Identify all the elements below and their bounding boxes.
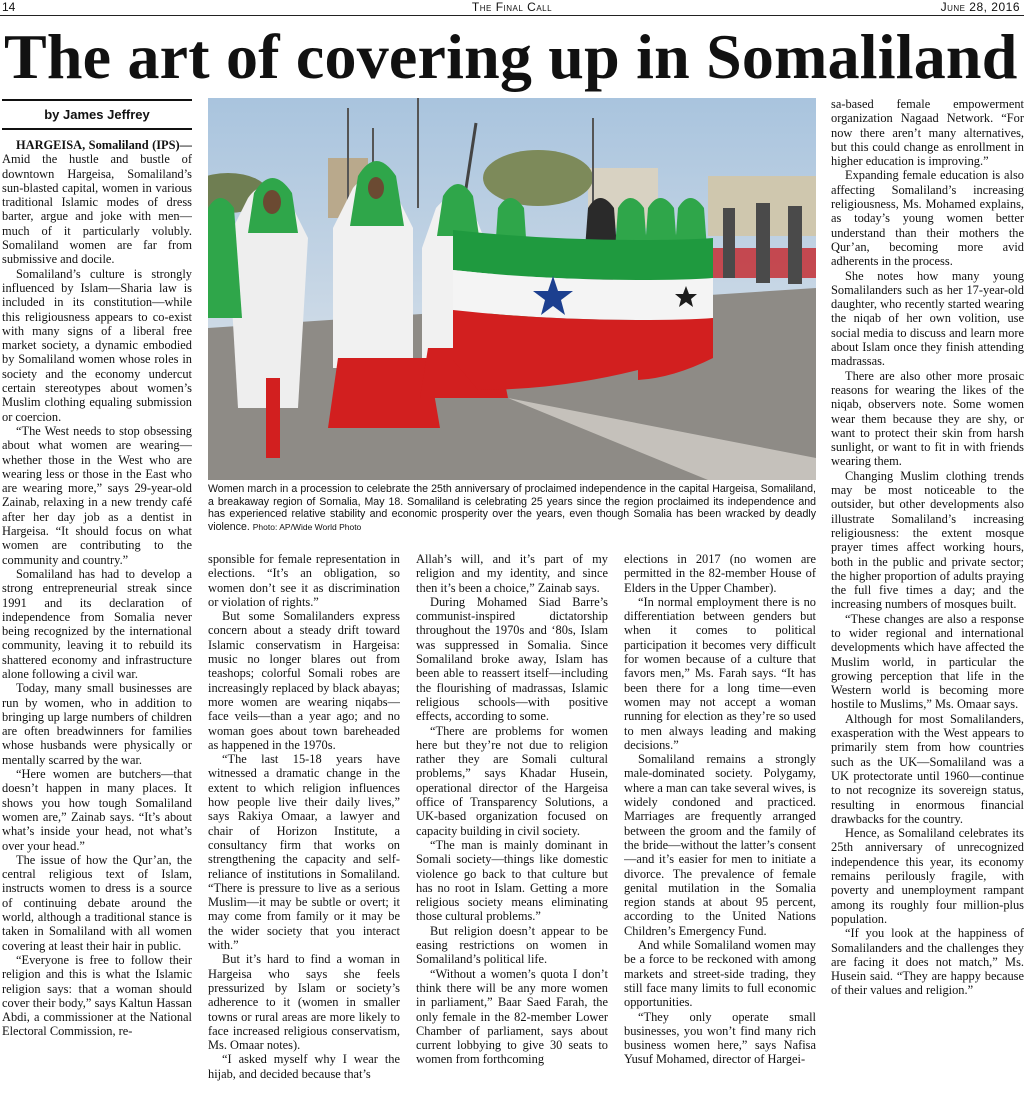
lead-text: Amid the hustle and bustle of downtown Hargeisa, Somaliland’s sun-blasted capital, women in various traditional Islamic modes of dress barter, argue and joke with men—much of it particularly volubly. Somaliland women are far from submissive and docile. xyxy=(2,152,192,267)
somaliland-flag xyxy=(453,230,713,390)
article-column-2 xyxy=(208,552,400,1108)
article-paragraph: Expanding female education is also affecting Somaliland’s increasing religiousness, Ms. Mohamed explains, as today’s young women better understand than their mothers the Qur’an, becoming more avid adherents in the process. xyxy=(831,168,1024,269)
headline: The art of covering up in Somaliland xyxy=(4,21,1018,92)
photo-caption xyxy=(208,483,816,545)
article-paragraph: “The West needs to stop obsessing about what women are wearing—whether those in the West who are wearing less or those in the East who are wearing more,” says 29-year-old Zainab, relaxing in a new trendy café after her day job as a dentist in Hargeisa. “It should focus on what women are contributing to the community and country.” xyxy=(2,423,192,567)
article-paragraph: sa-based female empowerment organization Nagaad Network. “For now there aren’t many alternatives, but this could change as enrollment in higher education is improving.” xyxy=(831,97,1024,169)
masthead xyxy=(0,0,1024,16)
article-column-4 xyxy=(624,552,816,1108)
page-number: 14 xyxy=(2,0,16,14)
article-paragraph: Today, many small businesses are run by women, who in addition to bringing up large numbers of children are often breadwinners for families whose husbands were physically or mentally scarred by the war. xyxy=(2,681,192,767)
article-paragraph: “In normal employment there is no differentiation between genders but when it comes to political participation it becomes very difficult for women because of a culture that favors men,” Ms. Farah says. “It has been there for a long time—even women may not accept a woman running for election as they’re so used to men always leading and making decisions.” xyxy=(624,594,816,752)
article-paragraph: But some Somalilanders express concern about a steady drift toward Islamic conservatism in Hargeisa: music no longer blares out from teashops; colorful Somali robes are increasingly replaced by black abayas; more women are wearing niqabs—face veils—than a year ago; and no woman goes about town bareheaded as happened in the 1970s. xyxy=(208,609,400,752)
article-paragraph: “Here women are butchers—that doesn’t happen in many places. It shows you how tough Somaliland women are,” Zainab says. “It’s about what’s inside your head, not what’s over your head.” xyxy=(2,767,192,853)
article-paragraph: Hence, as Somaliland celebrates its 25th anniversary of unrecognized independence this year, its economy remains perilously fragile, with poverty and unemployment rampant among its roughly four million-plus population. xyxy=(831,826,1024,926)
article-paragraph: But religion doesn’t appear to be easing restrictions on women in Somaliland’s political life. xyxy=(416,923,608,967)
article-column-3 xyxy=(416,552,608,1108)
article-paragraph: Somaliland remains a strongly male-dominated society. Polygamy, where a man can take several wives, is widely condoned and practiced. Marriages are frequently arranged between the groom and the family of the bride—without the latter’s consent—and it’s easier for men to initiate a divorce. The prevalence of female genital mutilation in the Somalia region stands at about 95 percent, according to the United Nations Children’s Emergency Fund. xyxy=(624,752,816,938)
article-paragraph: Somaliland’s culture is strongly influenced by Islam—Sharia law is included in its constitution—while this religiousness appears to co-exist with many signs of a liberal free market society, a dynamic embodied by Somaliland women whose roles in society and the economy undercut certain stereotypes about women’s Muslim clothing equaling submission or coercion. xyxy=(2,266,192,424)
byline: by James Jeffrey xyxy=(44,107,150,122)
article-paragraph: Changing Muslim clothing trends may be most noticeable to the outsider, but other developments also illustrate Somaliland’s increasing religiousness: the extent mosque prayer times affect working hours, both in the public and private sector; the higher proportion of adults praying the full five times a day; and the increasing numbers of mosques built. xyxy=(831,468,1024,612)
article-paragraph: The issue of how the Qur’an, the central religious text of Islam, instructs women to dress is a source of continuing debate around the world, although a traditional stance is taken in Somaliland with all women covering at least their hair in public. xyxy=(2,852,192,953)
article-paragraph: elections in 2017 (no women are permitted in the 82-member House of Elders in the Upper Chamber). xyxy=(624,552,816,595)
photo-credit: Photo: AP/Wide World Photo xyxy=(252,521,362,532)
article-paragraph: “These changes are also a response to wider regional and international developments which have affected the Muslim world, in particular the growing perception that life in the Western world is becoming more hostile to Muslims,” Ms. Omaar says. xyxy=(831,611,1024,712)
article-paragraph: “They only operate small businesses, you won’t find many rich business women here,” says Nafisa Yusuf Mohamed, director of Hargei- xyxy=(624,1009,816,1067)
procession-photo-icon xyxy=(208,98,816,480)
article-paragraph: Although for most Somalilanders, exasperation with the West appears to primarily stem from how countries such as the UK—Somaliland was a UK protectorate until 1960—continue to not recognize its sovereign status, resulting in enormous financial drawbacks for the country. xyxy=(831,711,1024,826)
article-paragraph: There are also other more prosaic reasons for wearing the likes of the niqab, observers note. Some women wear them because they are shy, or want to protect their skin from harsh sunlight, or want to fit in with friends wearing them. xyxy=(831,368,1024,469)
article-column-5 xyxy=(831,97,1024,1108)
article-paragraph: During Mohamed Siad Barre’s communist-inspired dictatorship throughout the 1970s and ‘80s, Islam was suppressed in Somalia. Since Somaliland broke away, Islam has been able to reassert itself—including the flourishing of madrassas, Islamic religious schools—with positive effects, according to some. xyxy=(416,594,608,724)
byline-box xyxy=(2,99,192,130)
article-paragraph: “Without a women’s quota I don’t think there will be any more women in parliament,” Baar Saed Farah, the only female in the 82-member Lower Chamber of parliament, says about current lobbying to give 30 seats to women from forthcoming xyxy=(416,966,608,1067)
publication-name: The Final Call xyxy=(471,0,553,14)
article-paragraph xyxy=(2,138,192,267)
article-paragraph: Somaliland has had to develop a strong entrepreneurial streak since 1991 and its declaration of independence from Somalia never being recognized by the international community, leaving it to rebuild its shattered economy and infrastructure alone following a civil war. xyxy=(2,566,192,681)
article-paragraph: And while Somaliland women may be a force to be reckoned with among markets and street-side trading, they still face many limits to full economic opportunities. xyxy=(624,938,816,1010)
article-paragraph: “If you look at the happiness of Somalilanders and the challenges they are facing it does not match,” Ms. Husein said. “They are happy because of their values and religion.” xyxy=(831,926,1024,998)
article-paragraph: “I asked myself why I wear the hijab, and decided because that’s xyxy=(208,1052,400,1081)
article-paragraph: “The man is mainly dominant in Somali society—things like domestic violence go back to that culture but has no root in Islam. Getting a more religious society means eliminating those cultural problems.” xyxy=(416,837,608,924)
article-paragraph: “The last 15-18 years have witnessed a dramatic change in the extent to which religion influences how people live their daily lives,” says Rakiya Omaar, a lawyer and chair of Horizon Institute, a consultancy firm that works on strengthening the capacity and self-reliance of institutions in Somaliland. “There is pressure to live as a serious Muslim—it may be subtle or overt; it may come from family or it may be the wider society that you interact with.” xyxy=(208,752,400,953)
dateline: HARGEISA, Somaliland (IPS)— xyxy=(16,138,192,152)
procession-photo xyxy=(208,98,816,480)
article-paragraph: “Everyone is free to follow their religion and this is what the Islamic religion says: that a woman should cover their body,” says Kaltun Hassan Abdi, a commissioner at the National Electoral Commission, re- xyxy=(2,952,192,1039)
article-paragraph: But it’s hard to find a woman in Hargeisa who says she feels pressurized by Islam or society’s adherence to it (women in smaller towns or rural areas are more likely to face increased religious conservatism, Ms. Omaar notes). xyxy=(208,952,400,1053)
caption-text: Women march in a procession to celebrate the 25th anniversary of proclaimed independence in the capital Hargeisa, Somaliland, a breakaway region of Somalia, May 18. Somaliland is celebrating 25 years since the region proclaimed its independence and has experienced relative stability and economic prosperity over the years, even though Somalia has been wracked by deadly violence. xyxy=(208,483,816,533)
article-paragraph: Allah’s will, and it’s part of my religion and my identity, and since then it’s been a choice,” Zainab says. xyxy=(416,552,608,595)
article-column-1 xyxy=(2,138,192,1108)
article-paragraph: She notes how many young Somalilanders such as her 17-year-old daughter, who recently started wearing the niqab of her own volition, use social media to discuss and learn more about Islam once they finish attending madrassas. xyxy=(831,268,1024,369)
issue-date: June 28, 2016 xyxy=(940,0,1020,14)
article-paragraph: sponsible for female representation in elections. “It’s an obligation, so women don’t see it as discrimination or violation of rights.” xyxy=(208,552,400,609)
article-paragraph: “There are problems for women here but they’re not due to religion rather they are Somali cultural problems,” says Khadar Husein, operational director of the Hargeisa office of Transparency Solutions, a UK-based organization focused on capacity building in civil society. xyxy=(416,723,608,838)
